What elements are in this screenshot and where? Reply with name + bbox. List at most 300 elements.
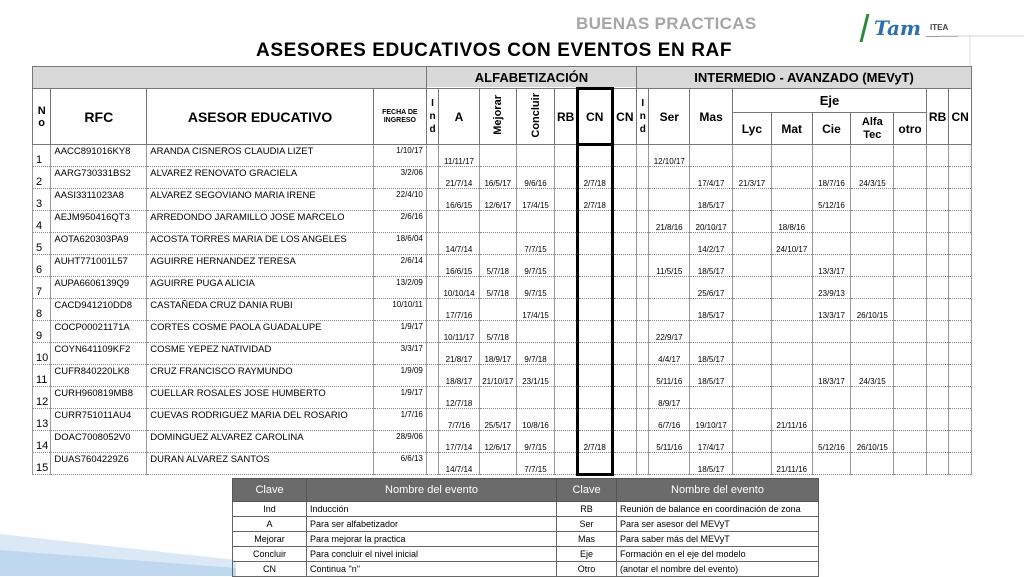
event-date-cell — [733, 453, 772, 475]
col-ind-2 — [637, 89, 649, 145]
event-date-cell — [555, 321, 577, 343]
event-date-cell — [894, 387, 927, 409]
event-date-cell — [612, 387, 637, 409]
legend-row — [233, 547, 819, 562]
legend-clave-cell: Eje — [557, 547, 617, 562]
col-rb: RB — [555, 89, 577, 145]
event-date-cell: 25/5/17 — [479, 409, 516, 431]
event-date-cell — [637, 387, 649, 409]
legend-row — [233, 502, 819, 517]
event-date-cell: 13/3/17 — [812, 255, 851, 277]
event-date-cell — [926, 453, 948, 475]
event-date-cell — [555, 145, 577, 167]
asesor-name-cell: CUEVAS RODRIGUEZ MARIA DEL ROSARIO — [147, 409, 374, 431]
col-otro: otro — [894, 113, 927, 145]
event-date-cell — [426, 277, 438, 299]
rfc-cell: AASI3311023A8 — [51, 189, 147, 211]
event-date-cell — [637, 211, 649, 233]
event-date-cell — [612, 365, 637, 387]
event-date-cell — [577, 409, 612, 431]
col-mejorar — [479, 89, 516, 145]
table-row — [33, 233, 972, 255]
rfc-cell: DOAC7008052V0 — [51, 431, 147, 453]
row-number: 9 — [33, 321, 51, 343]
legend-evento-cell: Para mejorar la practica — [307, 532, 557, 547]
event-date-cell — [637, 321, 649, 343]
event-date-cell — [851, 409, 894, 431]
legend-clave-cell: Concluir — [233, 547, 307, 562]
event-date-cell — [612, 211, 637, 233]
event-date-cell: 21/3/17 — [733, 167, 772, 189]
event-date-cell — [812, 145, 851, 167]
event-date-cell: 5/11/16 — [649, 365, 690, 387]
event-date-cell — [851, 277, 894, 299]
event-date-cell: 6/7/16 — [649, 409, 690, 431]
event-date-cell: 7/7/15 — [516, 233, 555, 255]
event-date-cell: 12/7/18 — [439, 387, 480, 409]
asesor-name-cell: ARANDA CISNEROS CLAUDIA LIZET — [147, 145, 374, 167]
event-date-cell — [733, 233, 772, 255]
event-date-cell — [949, 167, 972, 189]
event-date-cell — [851, 453, 894, 475]
event-date-cell — [926, 431, 948, 453]
event-date-cell — [612, 343, 637, 365]
event-date-cell — [894, 453, 927, 475]
event-date-cell — [637, 409, 649, 431]
rfc-cell: COYN641109KF2 — [51, 343, 147, 365]
event-date-cell — [555, 277, 577, 299]
event-date-cell: 21/10/17 — [479, 365, 516, 387]
asesor-name-cell: ALVAREZ SEGOVIANO MARIA IRENE — [147, 189, 374, 211]
asesor-name-cell: ARREDONDO JARAMILLO JOSE MARCELO — [147, 211, 374, 233]
event-date-cell — [949, 211, 972, 233]
event-date-cell — [949, 189, 972, 211]
col-alfatec-label: Alfa Tec — [861, 115, 883, 141]
event-date-cell — [894, 255, 927, 277]
event-date-cell — [516, 321, 555, 343]
legend-table — [232, 478, 819, 577]
event-date-cell — [612, 255, 637, 277]
event-date-cell — [439, 211, 480, 233]
event-date-cell: 11/5/15 — [649, 255, 690, 277]
event-date-cell: 23/1/15 — [516, 365, 555, 387]
event-date-cell — [894, 299, 927, 321]
event-date-cell — [577, 211, 612, 233]
event-date-cell — [555, 365, 577, 387]
col-mejorar-label: Mejorar — [491, 95, 504, 135]
event-date-cell — [649, 189, 690, 211]
event-date-cell: 25/6/17 — [690, 277, 733, 299]
event-date-cell — [649, 167, 690, 189]
event-date-cell — [649, 453, 690, 475]
event-date-cell — [577, 387, 612, 409]
asesor-name-cell: ACOSTA TORRES MARIA DE LOS ANGELES — [147, 233, 374, 255]
event-date-cell — [555, 343, 577, 365]
event-date-cell — [733, 277, 772, 299]
event-date-cell — [926, 343, 948, 365]
event-date-cell — [851, 255, 894, 277]
event-date-cell: 21/8/17 — [439, 343, 480, 365]
fecha-ingreso-cell: 10/10/11 — [373, 299, 426, 321]
event-date-cell — [771, 321, 812, 343]
col-mas: Mas — [690, 89, 733, 145]
event-date-cell — [949, 277, 972, 299]
asesor-name-cell: AGUIRRE PUGA ALICIA — [147, 277, 374, 299]
event-date-cell — [612, 167, 637, 189]
event-date-cell — [637, 255, 649, 277]
col-ind-label: I n d — [429, 98, 436, 135]
event-date-cell — [690, 321, 733, 343]
event-date-cell — [851, 145, 894, 167]
legend-evento-cell: Reunión de balance en coordinación de zona — [617, 502, 819, 517]
fecha-ingreso-cell: 1/10/17 — [373, 145, 426, 167]
event-date-cell — [894, 233, 927, 255]
event-date-cell — [612, 431, 637, 453]
event-date-cell — [949, 387, 972, 409]
event-date-cell — [577, 255, 612, 277]
event-date-cell — [926, 387, 948, 409]
event-date-cell: 24/3/15 — [851, 167, 894, 189]
event-date-cell — [733, 321, 772, 343]
event-date-cell — [771, 387, 812, 409]
row-number: 15 — [33, 453, 51, 475]
fecha-ingreso-cell: 2/6/16 — [373, 211, 426, 233]
event-date-cell — [926, 211, 948, 233]
event-date-cell — [926, 365, 948, 387]
event-date-cell — [771, 145, 812, 167]
legend-clave-cell: Ind — [233, 502, 307, 517]
event-date-cell — [612, 299, 637, 321]
event-date-cell — [733, 387, 772, 409]
asesor-name-cell: COSME YEPEZ NATIVIDAD — [147, 343, 374, 365]
event-date-cell — [426, 145, 438, 167]
event-date-cell — [926, 255, 948, 277]
event-date-cell — [555, 387, 577, 409]
event-date-cell: 18/3/17 — [812, 365, 851, 387]
legend-clave-cell: Otro — [557, 562, 617, 577]
event-date-cell — [555, 189, 577, 211]
asesor-name-cell: DURAN ALVAREZ SANTOS — [147, 453, 374, 475]
event-date-cell — [733, 343, 772, 365]
event-date-cell: 17/4/15 — [516, 299, 555, 321]
event-date-cell: 21/11/16 — [771, 453, 812, 475]
event-date-cell — [577, 343, 612, 365]
event-date-cell: 18/5/17 — [690, 343, 733, 365]
event-date-cell: 5/12/16 — [812, 431, 851, 453]
event-date-cell — [733, 409, 772, 431]
event-date-cell — [851, 233, 894, 255]
event-date-cell — [577, 299, 612, 321]
table-row — [33, 343, 972, 365]
event-date-cell — [812, 211, 851, 233]
table-row — [33, 453, 972, 475]
event-date-cell — [894, 365, 927, 387]
event-date-cell — [426, 321, 438, 343]
table-row — [33, 409, 972, 431]
legend-evento-cell: Para ser asesor del MEVyT — [617, 517, 819, 532]
asesor-name-cell: CUELLAR ROSALES JOSE HUMBERTO — [147, 387, 374, 409]
table-row — [33, 365, 972, 387]
event-date-cell: 16/6/15 — [439, 189, 480, 211]
event-date-cell — [577, 233, 612, 255]
fecha-ingreso-cell: 22/4/10 — [373, 189, 426, 211]
event-date-cell — [771, 167, 812, 189]
event-date-cell: 18/8/17 — [439, 365, 480, 387]
event-date-cell: 14/2/17 — [690, 233, 733, 255]
event-date-cell — [690, 145, 733, 167]
fecha-ingreso-cell: 3/3/17 — [373, 343, 426, 365]
legend-clave-cell: Mejorar — [233, 532, 307, 547]
col-rfc: RFC — [51, 89, 147, 145]
event-date-cell: 20/10/17 — [690, 211, 733, 233]
row-number: 10 — [33, 343, 51, 365]
asesor-name-cell: CRUZ FRANCISCO RAYMUNDO — [147, 365, 374, 387]
col-ind — [426, 89, 438, 145]
legend-header-evento-2: Nombre del evento — [617, 479, 819, 502]
fecha-ingreso-cell: 1/7/16 — [373, 409, 426, 431]
event-date-cell — [637, 167, 649, 189]
event-date-cell — [812, 233, 851, 255]
event-date-cell — [949, 145, 972, 167]
event-date-cell — [894, 343, 927, 365]
legend-evento-cell: Continua "n" — [307, 562, 557, 577]
legend-row — [233, 517, 819, 532]
event-date-cell: 7/7/15 — [516, 453, 555, 475]
event-date-cell — [555, 255, 577, 277]
event-date-cell — [612, 321, 637, 343]
asesor-name-cell: CASTAÑEDA CRUZ DANIA RUBI — [147, 299, 374, 321]
rfc-cell: CURR751011AU4 — [51, 409, 147, 431]
event-date-cell — [851, 189, 894, 211]
col-cn-highlighted: CN — [577, 89, 612, 145]
event-date-cell — [894, 167, 927, 189]
event-date-cell: 14/7/14 — [439, 233, 480, 255]
event-date-cell — [926, 277, 948, 299]
table-row — [33, 211, 972, 233]
legend-clave-cell: A — [233, 517, 307, 532]
col-fecha-label: FECHA DE INGRESO — [382, 108, 418, 124]
event-date-cell — [649, 233, 690, 255]
event-date-cell — [812, 409, 851, 431]
event-date-cell — [894, 409, 927, 431]
col-cie: Cie — [812, 113, 851, 145]
event-date-cell — [733, 255, 772, 277]
event-date-cell: 2/7/18 — [577, 189, 612, 211]
event-date-cell — [926, 167, 948, 189]
event-date-cell: 9/6/16 — [516, 167, 555, 189]
event-date-cell — [555, 453, 577, 475]
asesor-name-cell: ALVAREZ RENOVATO GRACIELA — [147, 167, 374, 189]
table-row — [33, 145, 972, 167]
rfc-cell: CACD941210DD8 — [51, 299, 147, 321]
event-date-cell — [577, 277, 612, 299]
col-no — [33, 89, 51, 145]
event-date-cell — [637, 189, 649, 211]
event-date-cell — [577, 453, 612, 475]
event-date-cell — [426, 365, 438, 387]
rfc-cell: CURH960819MB8 — [51, 387, 147, 409]
fecha-ingreso-cell: 1/9/17 — [373, 321, 426, 343]
event-date-cell: 5/7/18 — [479, 255, 516, 277]
event-date-cell — [771, 299, 812, 321]
event-date-cell: 12/10/17 — [649, 145, 690, 167]
event-date-cell — [851, 387, 894, 409]
event-date-cell: 16/6/15 — [439, 255, 480, 277]
event-date-cell — [949, 233, 972, 255]
legend-evento-cell: Para ser alfabetizador — [307, 517, 557, 532]
event-date-cell: 2/7/18 — [577, 167, 612, 189]
row-number: 6 — [33, 255, 51, 277]
legend-header-clave: Clave — [233, 479, 307, 502]
rfc-cell: AUHT771001L57 — [51, 255, 147, 277]
event-date-cell — [949, 431, 972, 453]
rfc-cell: AUPA6606139Q9 — [51, 277, 147, 299]
asesor-name-cell: CORTES COSME PAOLA GUADALUPE — [147, 321, 374, 343]
event-date-cell — [637, 299, 649, 321]
event-date-cell — [949, 409, 972, 431]
event-date-cell — [771, 189, 812, 211]
event-date-cell — [926, 145, 948, 167]
event-date-cell: 17/7/16 — [439, 299, 480, 321]
event-date-cell — [949, 299, 972, 321]
bottom-decoration — [0, 520, 236, 576]
event-date-cell: 24/10/17 — [771, 233, 812, 255]
event-date-cell — [426, 189, 438, 211]
row-number: 3 — [33, 189, 51, 211]
table-body — [33, 145, 972, 475]
row-number: 12 — [33, 387, 51, 409]
row-number: 13 — [33, 409, 51, 431]
band-left — [33, 67, 427, 89]
event-date-cell — [555, 211, 577, 233]
event-date-cell — [926, 409, 948, 431]
event-date-cell: 8/9/17 — [649, 387, 690, 409]
event-date-cell: 26/10/15 — [851, 299, 894, 321]
table-row — [33, 255, 972, 277]
event-date-cell: 19/10/17 — [690, 409, 733, 431]
event-date-cell — [426, 343, 438, 365]
legend-row — [233, 532, 819, 547]
event-date-cell — [771, 431, 812, 453]
event-date-cell: 18/5/17 — [690, 189, 733, 211]
event-date-cell — [612, 145, 637, 167]
event-date-cell: 18/9/17 — [479, 343, 516, 365]
event-date-cell — [516, 387, 555, 409]
table-row — [33, 387, 972, 409]
row-number: 8 — [33, 299, 51, 321]
event-date-cell — [612, 409, 637, 431]
event-date-cell: 21/11/16 — [771, 409, 812, 431]
document-title: ASESORES EDUCATIVOS CON EVENTOS EN RAF — [256, 40, 733, 61]
legend-row — [233, 562, 819, 577]
fecha-ingreso-cell: 13/2/09 — [373, 277, 426, 299]
event-date-cell: 17/4/15 — [516, 189, 555, 211]
col-cn-3: CN — [949, 89, 972, 145]
event-date-cell — [649, 277, 690, 299]
legend-clave-cell: Mas — [557, 532, 617, 547]
row-number: 7 — [33, 277, 51, 299]
event-date-cell: 5/7/18 — [479, 277, 516, 299]
row-number: 4 — [33, 211, 51, 233]
event-date-cell — [426, 409, 438, 431]
rfc-cell: AARG730331BS2 — [51, 167, 147, 189]
table-row — [33, 321, 972, 343]
rfc-cell: AACC891016KY8 — [51, 145, 147, 167]
event-date-cell: 9/7/15 — [516, 255, 555, 277]
table-row — [33, 167, 972, 189]
event-date-cell — [612, 233, 637, 255]
fecha-ingreso-cell: 28/9/06 — [373, 431, 426, 453]
event-date-cell: 9/7/15 — [516, 277, 555, 299]
event-date-cell: 10/10/14 — [439, 277, 480, 299]
event-date-cell — [851, 343, 894, 365]
event-date-cell: 21/8/16 — [649, 211, 690, 233]
event-date-cell — [637, 145, 649, 167]
legend-evento-cell: Para saber más del MEVyT — [617, 532, 819, 547]
fecha-ingreso-cell: 3/2/06 — [373, 167, 426, 189]
event-date-cell — [949, 321, 972, 343]
event-date-cell: 24/3/15 — [851, 365, 894, 387]
event-date-cell: 18/5/17 — [690, 299, 733, 321]
event-date-cell — [555, 233, 577, 255]
event-date-cell — [949, 255, 972, 277]
col-no-label: N o — [37, 104, 46, 129]
event-date-cell — [812, 343, 851, 365]
event-date-cell — [894, 145, 927, 167]
legend-header-evento: Nombre del evento — [307, 479, 557, 502]
table-row — [33, 431, 972, 453]
event-date-cell — [949, 453, 972, 475]
event-date-cell: 18/5/17 — [690, 365, 733, 387]
event-date-cell — [555, 167, 577, 189]
event-date-cell — [479, 211, 516, 233]
legend-evento-cell: (anotar el nombre del evento) — [617, 562, 819, 577]
event-date-cell — [426, 387, 438, 409]
event-date-cell — [733, 299, 772, 321]
event-date-cell: 13/3/17 — [812, 299, 851, 321]
event-date-cell — [637, 365, 649, 387]
event-date-cell: 18/5/17 — [690, 255, 733, 277]
event-date-cell — [479, 299, 516, 321]
event-date-cell — [637, 277, 649, 299]
event-date-cell — [426, 453, 438, 475]
event-date-cell — [637, 233, 649, 255]
legend-evento-cell: Inducción — [307, 502, 557, 517]
group-eje: Eje — [733, 89, 927, 113]
legend-evento-cell: Formación en el eje del modelo — [617, 547, 819, 562]
rfc-cell: CUFR840220LK8 — [51, 365, 147, 387]
event-date-cell — [426, 431, 438, 453]
col-mat: Mat — [771, 113, 812, 145]
event-date-cell: 2/7/18 — [577, 431, 612, 453]
event-date-cell — [812, 387, 851, 409]
event-date-cell — [949, 343, 972, 365]
event-date-cell: 10/8/16 — [516, 409, 555, 431]
event-date-cell — [479, 233, 516, 255]
legend-header-clave-2: Clave — [557, 479, 617, 502]
event-date-cell: 26/10/15 — [851, 431, 894, 453]
event-date-cell — [733, 365, 772, 387]
event-date-cell — [771, 255, 812, 277]
fecha-ingreso-cell: 2/6/14 — [373, 255, 426, 277]
event-date-cell: 12/6/17 — [479, 189, 516, 211]
event-date-cell — [812, 321, 851, 343]
event-date-cell — [812, 453, 851, 475]
event-date-cell — [516, 145, 555, 167]
fecha-ingreso-cell: 1/9/09 — [373, 365, 426, 387]
event-date-cell: 7/7/16 — [439, 409, 480, 431]
col-concluir — [516, 89, 555, 145]
